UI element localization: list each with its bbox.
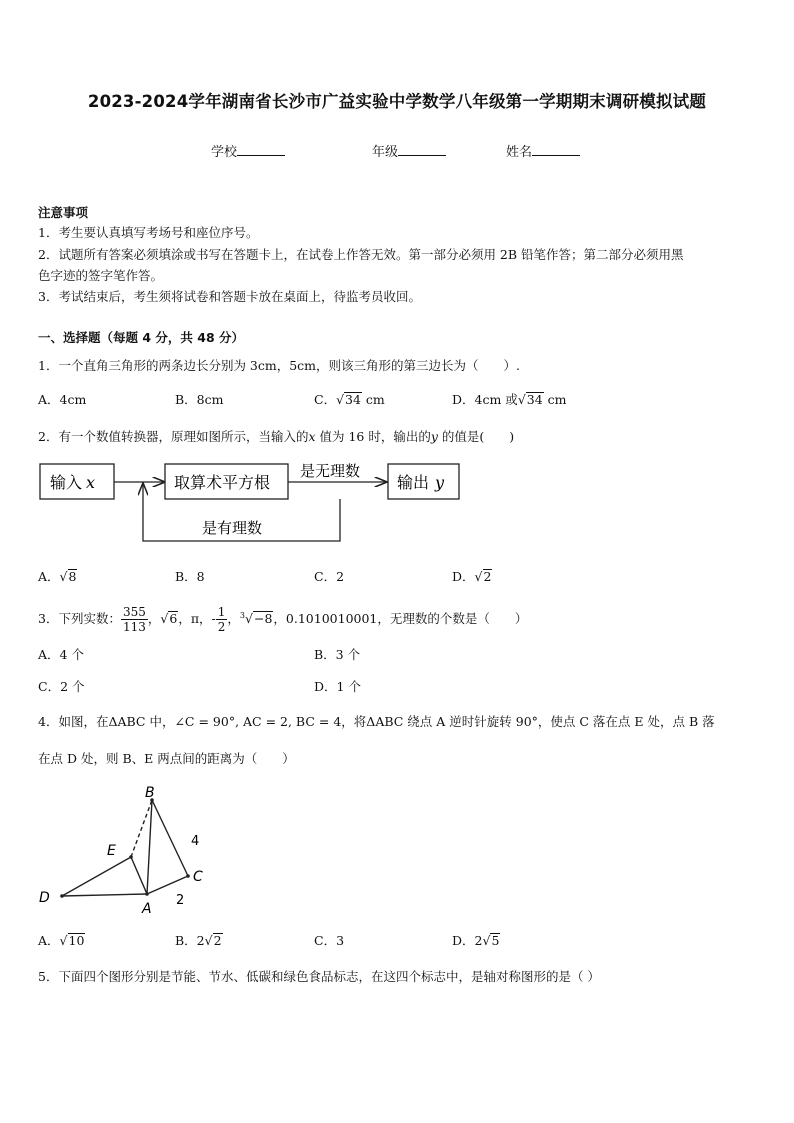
page-title: 2023-2024学年湖南省长沙市广益实验中学数学八年级第一学期期末调研模拟试题 xyxy=(87,92,707,111)
segment-DA xyxy=(62,894,147,896)
q3-option-b: B．3 个 xyxy=(314,647,361,662)
question-5-stem: 5．下面四个图形分别是节能、节水、低碳和绿色食品标志，在这四个标志中，是轴对称图形的是（ ） xyxy=(38,969,600,984)
segment-BC xyxy=(152,800,188,876)
rational-label: 是有理数 xyxy=(202,519,263,537)
input-label: 输入 x xyxy=(50,473,96,492)
question-4-line2: 在点 D 处，则 B、E 两点间的距离为（ ） xyxy=(38,751,295,766)
question-4-line1: 4．如图，在ΔABC 中，∠C = 90°, AC = 2, BC = 4，将ΔABC 绕点 A 逆时针旋转 90°，使点 C 落在点 E 处，点 B 落 xyxy=(38,714,715,729)
fraction-half: $\frac{1}{2}$ xyxy=(217,605,226,635)
triangle-figure xyxy=(36,780,216,920)
school-field xyxy=(211,141,285,160)
point-E xyxy=(129,855,133,859)
point-A xyxy=(145,892,149,896)
q4-option-c: C．3 xyxy=(314,933,345,948)
segment-AB xyxy=(147,800,152,894)
q2-option-d: D．√2 xyxy=(452,569,492,584)
label-B: B xyxy=(145,785,155,801)
irrational-label: 是无理数 xyxy=(300,462,361,480)
question-1-stem: 1．一个直角三角形的两条边长分别为 3cm，5cm，则该三角形的第三边长为（ ）. xyxy=(38,358,521,373)
q4-option-b: B．2√2 xyxy=(175,933,222,948)
q2-option-a: A．√8 xyxy=(38,569,77,584)
q1-option-d: D．4cm 或√34 cm xyxy=(452,392,567,407)
point-C xyxy=(186,874,190,878)
label-A: A xyxy=(142,901,152,917)
question-2-stem: 2．有一个数值转换器，原理如图所示，当输入的x 值为 16 时，输出的y 的值是( ) xyxy=(38,429,515,444)
school-blank xyxy=(237,143,285,156)
point-D xyxy=(60,894,64,898)
segment-AC xyxy=(147,876,188,894)
label-D: D xyxy=(39,890,50,906)
note-item: 色字迹的签字笔作答。 xyxy=(38,268,164,283)
process-label: 取算术平方根 xyxy=(174,473,271,492)
q3-option-a: A．4 个 xyxy=(38,647,84,662)
segment-EA xyxy=(131,857,147,894)
q4-option-d: D．2√5 xyxy=(452,933,500,948)
name-blank xyxy=(532,143,580,156)
q1-option-c: C．√34 cm xyxy=(314,392,385,407)
label-C: C xyxy=(193,869,203,885)
q1-option-b: B．8cm xyxy=(175,392,224,407)
q2-option-b: B．8 xyxy=(175,569,205,584)
note-item: 2．试题所有答案必须填涂或书写在答题卡上，在试卷上作答无效。第一部分必须用 2B 铅笔作答；第二部分必须用黑 xyxy=(38,247,684,262)
q2-option-c: C．2 xyxy=(314,569,345,584)
q3-option-c: C．2 个 xyxy=(38,679,85,694)
fraction-355-113: $\frac{355}{113}$ xyxy=(122,605,146,635)
q1-option-a: A．4cm xyxy=(38,392,87,407)
length-2: 2 xyxy=(176,893,185,908)
segment-DE xyxy=(62,857,131,896)
grade-label: 年级 xyxy=(372,145,399,160)
grade-blank xyxy=(398,143,446,156)
length-4: 4 xyxy=(191,834,200,849)
question-3-stem: 3．下列实数： $\frac{355}{113}$ ，√6，π，- $\frac{1}{2}$ ，$^3$√−8，0.1010010001，无理数的个数是（ ） xyxy=(38,605,528,635)
school-label: 学校 xyxy=(211,145,238,160)
grade-field xyxy=(372,141,446,160)
label-E: E xyxy=(107,843,116,859)
notes-heading: 注意事项 xyxy=(38,205,89,220)
q3-option-d: D．1 个 xyxy=(314,679,361,694)
note-item: 1．考生要认真填写考场号和座位序号。 xyxy=(38,225,259,240)
name-label: 姓名 xyxy=(506,145,533,160)
note-item: 3．考试结束后，考生须将试卷和答题卡放在桌面上，待监考员收回。 xyxy=(38,289,421,304)
section-heading: 一、选择题（每题 4 分，共 48 分） xyxy=(38,330,245,345)
q4-option-a: A．√10 xyxy=(38,933,85,948)
name-field xyxy=(506,141,580,160)
converter-flowchart xyxy=(38,455,468,550)
output-label: 输出 y xyxy=(397,473,445,492)
